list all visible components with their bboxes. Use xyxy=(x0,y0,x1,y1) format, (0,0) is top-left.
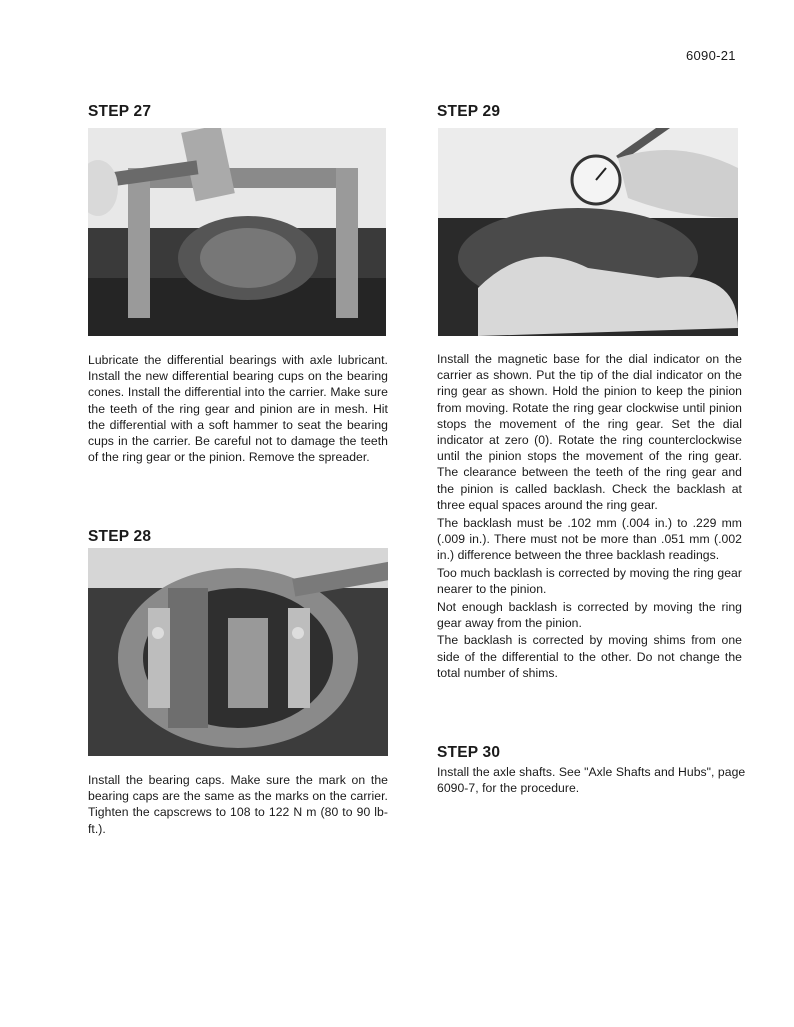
step-29-paragraph-4: Not enough backlash is corrected by moving the ring gear away from the pinion. xyxy=(437,599,742,630)
step-27-title: STEP 27 xyxy=(88,103,152,120)
step-30-title: STEP 30 xyxy=(437,744,501,761)
step-29-text xyxy=(437,351,742,683)
step-28-title: STEP 28 xyxy=(88,528,152,545)
step-29-paragraph-2: The backlash must be .102 mm (.004 in.) to .229 mm (.009 in.). There must not be more than .051 mm (.002 in.) difference between the three backlash readings. xyxy=(437,515,742,562)
step-27-text: Lubricate the differential bearings with axle lubricant. Install the new differential bearing cups on the bearing cones. Install the differential into the carrier. Make sure the teeth of the ring gear and pinion are in mesh. Hit the differential with a soft hammer to seat the bearing cups in the carrier. Be careful not to damage the teeth of the ring gear or the pinion. Remove the spreader. xyxy=(88,353,388,465)
step-29-paragraph-5: The backlash is corrected by moving shims from one side of the differential to the other. Do not change the total number of shims. xyxy=(437,633,742,680)
step-30-text: Install the axle shafts. See "Axle Shafts and Hubs", page 6090-7, for the procedure. xyxy=(437,765,746,796)
step-29-paragraph-1: Install the magnetic base for the dial indicator on the carrier as shown. Put the tip of the dial indicator on the ring gear as shown. Hold the pinion to keep the pinion from moving. Rotate the ring gear clockwise until pinion stops the movement of the ring gear. Set the dial indicator at zero (0). Rotate the ring counterclockwise until the pinion stops the movement of the ring gear. The clearance between the teeth of the ring gear and the pinion is called backlash. Check the backlash at three equal spaces around the ring gear. xyxy=(437,352,742,512)
step-27-photo xyxy=(88,128,386,336)
step-28-text: Install the bearing caps. Make sure the mark on the bearing caps are the same as the marks on the carrier. Tighten the capscrews to 108 to 122 N m (80 to 90 lb-ft.). xyxy=(88,773,388,836)
step-29-title: STEP 29 xyxy=(437,103,501,120)
page-number: 6090-21 xyxy=(686,48,736,63)
step-28-photo xyxy=(88,548,388,756)
step-29-photo xyxy=(438,128,738,336)
step-29-paragraph-3: Too much backlash is corrected by moving the ring gear nearer to the pinion. xyxy=(437,565,742,596)
